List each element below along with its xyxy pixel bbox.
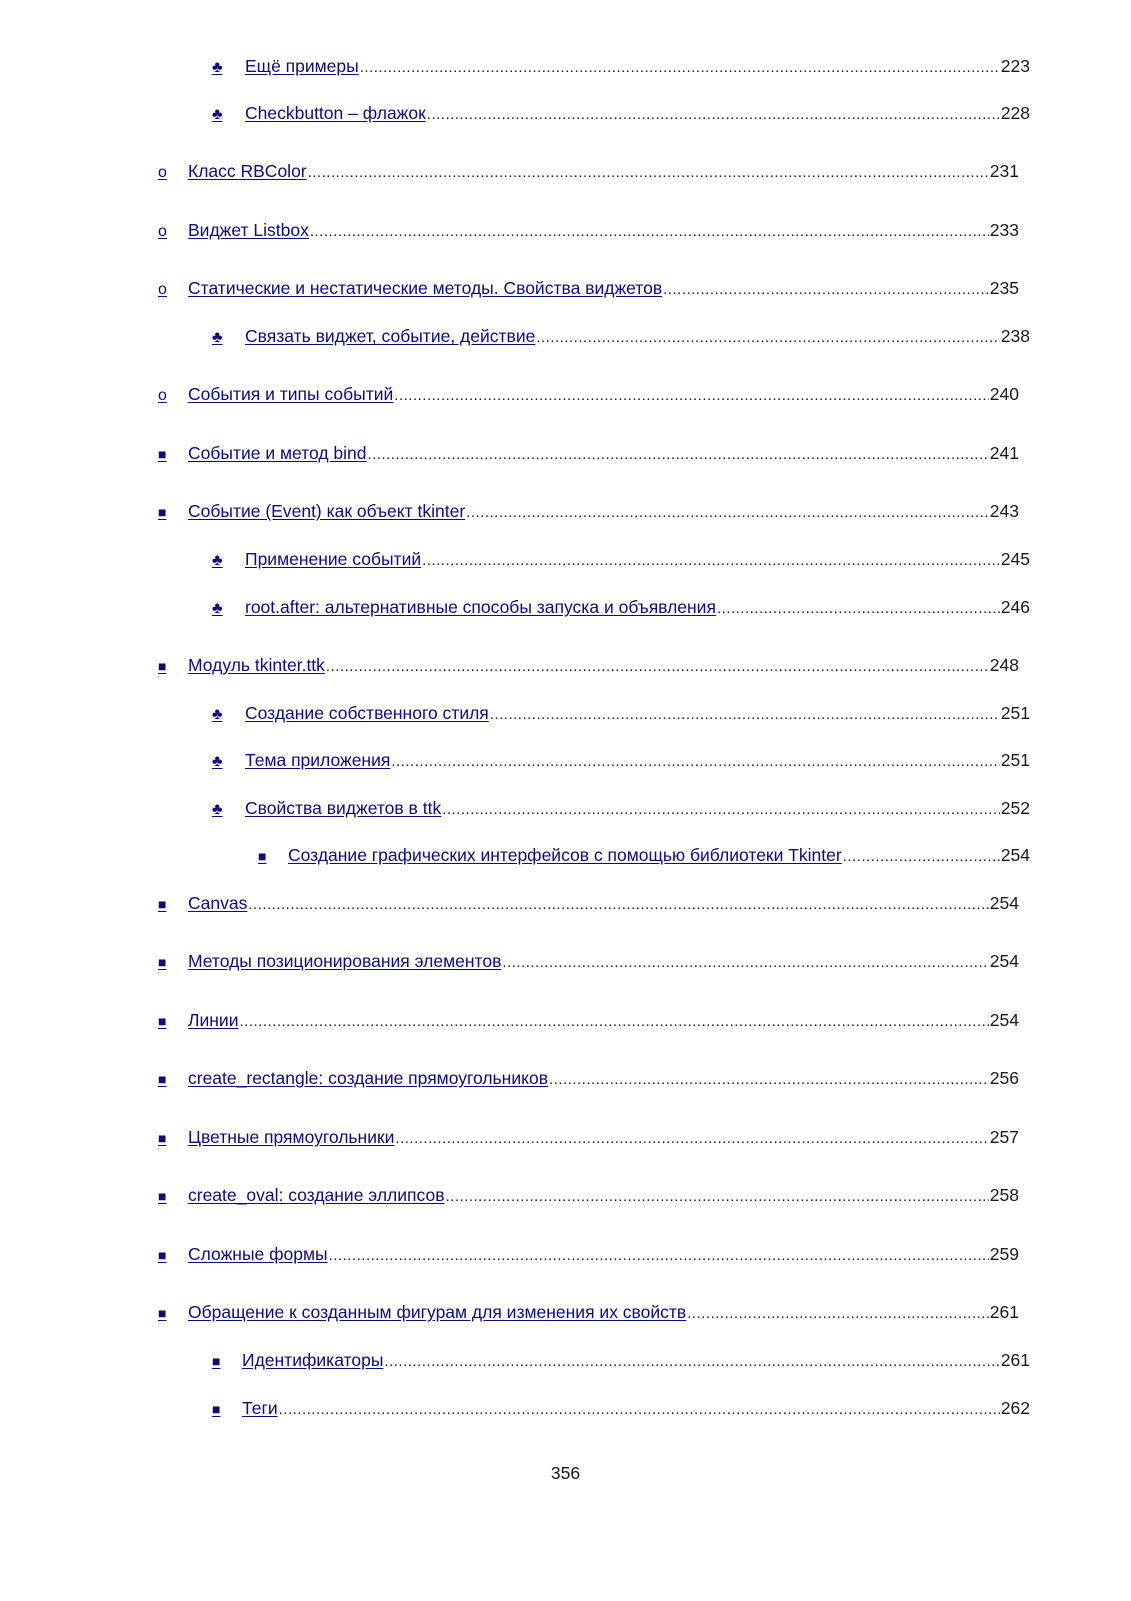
toc-page-number: 262 — [1000, 1398, 1030, 1418]
toc-page-number: 235 — [989, 278, 1019, 298]
dot-leader — [248, 896, 988, 913]
toc-page-number: 233 — [989, 220, 1019, 240]
toc-page-number: 223 — [1000, 56, 1030, 76]
dot-leader — [663, 281, 989, 298]
toc-entry-link[interactable]: Canvas — [188, 893, 248, 913]
toc-entry[interactable] — [158, 1127, 1019, 1148]
dot-leader — [368, 446, 989, 463]
dot-leader — [422, 552, 1000, 569]
toc-page-number: 254 — [1000, 845, 1030, 865]
toc-entry-link[interactable]: Цветные прямоугольники — [188, 1127, 395, 1147]
toc-entry[interactable] — [212, 1398, 1030, 1419]
dot-leader — [329, 1247, 989, 1264]
square-bullet-icon: ■ — [158, 1188, 167, 1204]
toc-entry[interactable] — [158, 161, 1019, 182]
toc-entry[interactable] — [158, 1244, 1019, 1265]
toc-entry[interactable] — [212, 103, 1030, 124]
dot-leader — [308, 164, 989, 181]
club-bullet-icon: ♣ — [212, 552, 223, 569]
dot-leader — [843, 848, 1000, 865]
square-bullet-icon: ■ — [158, 1130, 167, 1146]
dot-leader — [326, 658, 989, 675]
toc-page-number: 254 — [989, 1010, 1019, 1030]
square-bullet-icon: ■ — [212, 1353, 221, 1369]
toc-entry[interactable] — [158, 1185, 1019, 1206]
toc-entry-link[interactable]: События и типы событий — [188, 384, 394, 404]
dot-leader — [549, 1071, 989, 1088]
toc-page-number: 258 — [989, 1185, 1019, 1205]
dot-leader — [239, 1013, 988, 1030]
toc-page-number: 240 — [989, 384, 1019, 404]
square-bullet-icon: ■ — [158, 896, 167, 912]
circle-bullet-icon: o — [158, 387, 167, 404]
toc-entry[interactable] — [212, 703, 1030, 724]
club-bullet-icon: ♣ — [212, 59, 223, 76]
toc-entry-link[interactable]: Сложные формы — [188, 1244, 328, 1264]
circle-bullet-icon: o — [158, 281, 167, 298]
dot-leader — [502, 954, 988, 971]
toc-page-number: 245 — [1000, 549, 1030, 569]
circle-bullet-icon: o — [158, 223, 167, 240]
club-bullet-icon: ♣ — [212, 753, 223, 770]
square-bullet-icon: ■ — [158, 1305, 167, 1321]
toc-entry[interactable] — [158, 278, 1019, 299]
square-bullet-icon: ■ — [158, 658, 167, 674]
dot-leader — [394, 387, 989, 404]
toc-entry[interactable] — [158, 951, 1019, 972]
toc-entry[interactable] — [212, 798, 1030, 819]
toc-page-number: 261 — [1000, 1350, 1030, 1370]
dot-leader — [360, 59, 1000, 76]
toc-entry-link[interactable]: Класс RBColor — [188, 161, 307, 181]
dot-leader — [279, 1401, 1000, 1418]
square-bullet-icon: ■ — [158, 504, 167, 520]
square-bullet-icon: ■ — [258, 848, 267, 864]
toc-entry-link[interactable]: Идентификаторы — [242, 1350, 384, 1370]
toc-entry[interactable] — [212, 1350, 1030, 1371]
toc-page-number: 248 — [989, 655, 1019, 675]
square-bullet-icon: ■ — [158, 1247, 167, 1263]
square-bullet-icon: ■ — [212, 1401, 221, 1417]
toc-entry[interactable] — [158, 220, 1019, 241]
toc-entry[interactable] — [212, 549, 1030, 570]
toc-entry[interactable] — [212, 56, 1030, 77]
page-number: 356 — [550, 1463, 581, 1483]
square-bullet-icon: ■ — [158, 954, 167, 970]
dot-leader — [427, 106, 1000, 123]
dot-leader — [717, 600, 1000, 617]
toc-entry-link[interactable]: Событие (Event) как объект tkinter — [188, 501, 466, 521]
toc-entry-link[interactable]: Ещё примеры — [245, 56, 359, 76]
toc-entry[interactable] — [212, 326, 1030, 347]
dot-leader — [446, 1188, 989, 1205]
toc-entry[interactable] — [158, 655, 1019, 676]
toc-page-number: 243 — [989, 501, 1019, 521]
toc-entry-link[interactable]: Создание графических интерфейсов с помощью библиотеки Tkinter — [288, 845, 842, 865]
toc-entry-link[interactable]: Методы позиционирования элементов — [188, 951, 502, 971]
toc-entry-link[interactable]: Свойства виджетов в ttk — [245, 798, 442, 818]
toc-page-number: 256 — [989, 1068, 1019, 1088]
toc-page-number: 254 — [989, 951, 1019, 971]
dot-leader — [687, 1305, 989, 1322]
toc-entry-link[interactable]: Модуль tkinter.ttk — [188, 655, 325, 675]
square-bullet-icon: ■ — [158, 1071, 167, 1087]
dot-leader — [490, 706, 1000, 723]
toc-entry-link[interactable]: Статические и нестатические методы. Свойства виджетов — [188, 278, 663, 298]
dot-leader — [442, 801, 1000, 818]
toc-entry-link[interactable]: root.after: альтернативные способы запуска и объявления — [245, 597, 716, 617]
dot-leader — [466, 504, 989, 521]
toc-entry[interactable] — [158, 1068, 1019, 1089]
square-bullet-icon: ■ — [158, 1013, 167, 1029]
toc-page-number: 251 — [1000, 703, 1030, 723]
dot-leader — [395, 1130, 988, 1147]
toc-entry-link[interactable]: create_oval: создание эллипсов — [188, 1185, 445, 1205]
dot-leader — [536, 329, 999, 346]
toc-entry-link[interactable]: Checkbutton – флажок — [245, 103, 426, 123]
toc-page-number: 246 — [1000, 597, 1030, 617]
toc-entry[interactable] — [212, 750, 1030, 771]
toc-entry[interactable] — [158, 443, 1019, 464]
dot-leader — [391, 753, 999, 770]
toc-entry-link[interactable]: Обращение к созданным фигурам для изменения их свойств — [188, 1302, 687, 1322]
toc-entry-link[interactable]: Тема приложения — [245, 750, 391, 770]
toc-entry-link[interactable]: Создание собственного стиля — [245, 703, 489, 723]
toc-page-number: 259 — [989, 1244, 1019, 1264]
toc-page-number: 257 — [989, 1127, 1019, 1147]
toc-entry-link[interactable]: Теги — [242, 1398, 278, 1418]
toc-entry-link[interactable]: Линии — [188, 1010, 239, 1030]
toc-page-number: 231 — [989, 161, 1019, 181]
toc-entry-link[interactable]: create_rectangle: создание прямоугольников — [188, 1068, 548, 1088]
toc-page-number: 251 — [1000, 750, 1030, 770]
toc-page-number: 261 — [989, 1302, 1019, 1322]
dot-leader — [384, 1353, 999, 1370]
circle-bullet-icon: o — [158, 164, 167, 181]
toc-entry[interactable] — [158, 893, 1019, 914]
toc-entry[interactable] — [158, 501, 1019, 522]
club-bullet-icon: ♣ — [212, 106, 223, 123]
toc-entry[interactable] — [158, 384, 1019, 405]
club-bullet-icon: ♣ — [212, 600, 223, 617]
toc-entry[interactable] — [212, 597, 1030, 618]
toc-entry-link[interactable]: Событие и метод bind — [188, 443, 367, 463]
toc-page-number: 228 — [1000, 103, 1030, 123]
club-bullet-icon: ♣ — [212, 801, 223, 818]
toc-entry[interactable] — [158, 1302, 1019, 1323]
toc-page-number: 241 — [989, 443, 1019, 463]
toc-entry[interactable] — [158, 1010, 1019, 1031]
dot-leader — [310, 223, 989, 240]
toc-entry[interactable] — [258, 845, 1030, 866]
toc-page-number: 254 — [989, 893, 1019, 913]
toc-page-number: 238 — [1000, 326, 1030, 346]
club-bullet-icon: ♣ — [212, 706, 223, 723]
square-bullet-icon: ■ — [158, 446, 167, 462]
toc-page-number: 252 — [1000, 798, 1030, 818]
toc-entry-link[interactable]: Применение событий — [245, 549, 422, 569]
club-bullet-icon: ♣ — [212, 329, 223, 346]
toc-entry-link[interactable]: Виджет Listbox — [188, 220, 309, 240]
toc-entry-link[interactable]: Связать виджет, событие, действие — [245, 326, 536, 346]
